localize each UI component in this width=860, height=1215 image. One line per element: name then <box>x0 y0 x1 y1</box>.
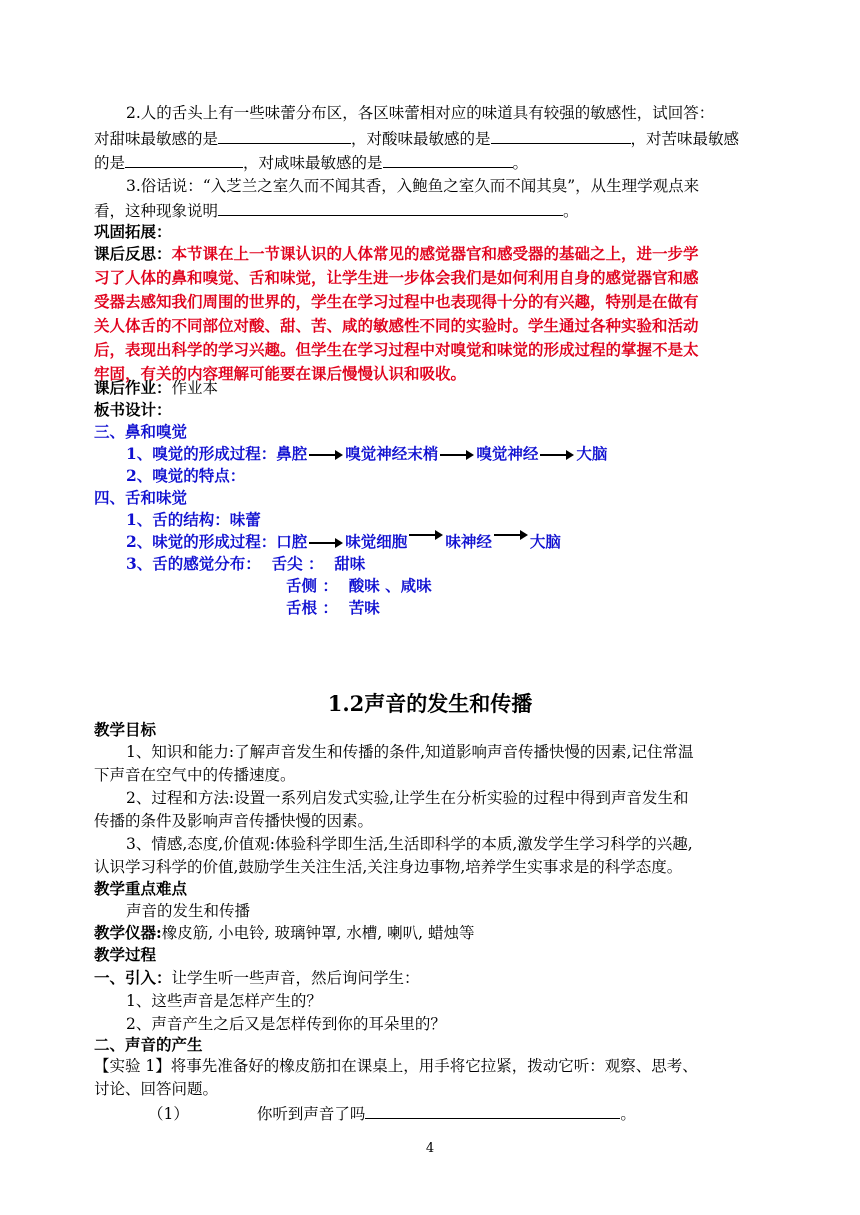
reflection-line-6: 牢固，有关的内容理解可能要在课后慢慢认识和吸收。 <box>94 364 467 383</box>
reflection-line-5: 后，表现出科学的学习兴趣。但学生在学习过程中对嗅觉和味觉的形成过程的掌握不是太 <box>94 340 699 359</box>
answer-blank-phenomenon[interactable] <box>218 199 563 216</box>
board-smell-feature: 2、嗅觉的特点： <box>126 466 246 485</box>
goal-2-line-2: 传播的条件及影响声音传播快慢的因素。 <box>94 812 374 830</box>
key-points-text: 声音的发生和传播 <box>126 902 251 920</box>
arrow-right-icon <box>409 529 443 541</box>
goal-3-line-2: 认识学习科学的价值,鼓励学生关注生活,关注身边事物,培养学生实事求是的科学态度。 <box>94 858 683 876</box>
board-design-heading: 板书设计： <box>94 400 172 419</box>
board-smell-process: 1、嗅觉的形成过程：鼻腔 嗅觉神经末梢 嗅觉神经 大脑 <box>126 444 608 463</box>
arrow-right-icon <box>540 449 574 461</box>
answer-blank-salty[interactable] <box>383 151 513 168</box>
goal-3-line-1: 3、情感,态度,价值观:体验科学即生活,生活即科学的本质,激发学生学习科学的兴趣, <box>126 835 693 853</box>
reflection-line-3: 受器去感知我们周围的世界的，学生在学习过程中也表现得十分的有兴趣，特别是在做有 <box>94 292 699 311</box>
arrow-right-icon <box>309 537 343 549</box>
experiment-item-1: （1） 你听到声音了吗 。 <box>148 1102 636 1125</box>
reflection-line-4: 关人体舌的不同部位对酸、甜、苦、咸的敏感性不同的实验时。学生通过各种实验和活动 <box>94 316 699 335</box>
intro-question-1: 1、这些声音是怎样产生的？ <box>126 992 322 1010</box>
equipment-line: 教学仪器:橡皮筋, 小电铃, 玻璃钟罩, 水槽, 喇叭, 蜡烛等 <box>94 923 475 942</box>
goal-1-line-1: 1、知识和能力:了解声音发生和传播的条件,知道影响声音传播快慢的因素,记住常温 <box>126 743 694 761</box>
answer-blank-sour[interactable] <box>491 127 631 144</box>
intro-line: 一、引入：让学生听一些声音，然后询问学生： <box>94 968 420 987</box>
board-taste-process: 2、味觉的形成过程：口腔 味觉细胞 味神经 大脑 <box>126 531 561 553</box>
process-heading: 教学过程 <box>94 945 157 964</box>
answer-blank-bitter[interactable] <box>125 151 243 168</box>
goal-1-line-2: 下声音在空气中的传播速度。 <box>94 766 296 784</box>
intro-question-2: 2、声音产生之后又是怎样传到你的耳朵里的？ <box>126 1015 446 1033</box>
board-section-3: 三、鼻和嗅觉 <box>94 422 188 441</box>
key-points-heading: 教学重点难点 <box>94 879 188 898</box>
lesson-title: 1.2声音的发生和传播 <box>327 691 533 716</box>
consolidate-heading: 巩固拓展： <box>94 222 172 241</box>
question-2-line-2: 对甜味最敏感的是 ，对酸味最敏感的是 ，对苦味最敏感 <box>94 127 739 150</box>
experiment-1-line-1: 【实验 1】将事先准备好的橡皮筋扣在课桌上，用手将它拉紧，拨动它听：观察、思考、 <box>94 1057 698 1075</box>
section-2-heading: 二、声音的产生 <box>94 1035 203 1054</box>
experiment-1-line-2: 讨论、回答问题。 <box>94 1080 219 1098</box>
board-taste-distribution-2: 舌侧 ： 酸味 、咸味 <box>286 576 432 595</box>
question-3-line-2: 看，这种现象说明 。 <box>94 199 579 222</box>
reflection-line-2: 习了人体的鼻和嗅觉、舌和味觉，让学生进一步体会我们是如何利用自身的感觉器官和感 <box>94 268 699 287</box>
page-number: 4 <box>425 1141 435 1156</box>
goals-heading: 教学目标 <box>94 720 157 739</box>
homework-line: 课后作业：作业本 <box>94 378 219 397</box>
arrow-right-icon <box>440 449 474 461</box>
reflection-line-1: 课后反思：本节课在上一节课认识的人体常见的感觉器官和感受器的基础之上，进一步学 <box>94 244 699 263</box>
question-2-line-3: 的是 ，对咸味最敏感的是 。 <box>94 151 528 174</box>
board-section-4: 四、舌和味觉 <box>94 488 188 507</box>
arrow-right-icon <box>494 529 528 541</box>
arrow-right-icon <box>309 449 343 461</box>
answer-blank-hear-sound[interactable] <box>365 1102 620 1119</box>
board-taste-distribution-3: 舌根 ： 苦味 <box>286 598 380 617</box>
question-2-line-1: 2.人的舌头上有一些味蕾分布区，各区味蕾相对应的味道具有较强的敏感性，试回答： <box>126 104 715 122</box>
goal-2-line-1: 2、过程和方法:设置一系列启发式实验,让学生在分析实验的过程中得到声音发生和 <box>126 789 689 807</box>
board-tongue-structure: 1、舌的结构：味蕾 <box>126 510 261 529</box>
question-3-line-1: 3.俗话说：“入芝兰之室久而不闻其香，入鲍鱼之室久而不闻其臭”，从生理学观点来 <box>126 177 700 195</box>
answer-blank-sweet[interactable] <box>218 127 351 144</box>
board-taste-distribution-1: 3、舌的感觉分布： 舌尖 ： 甜味 <box>126 554 366 573</box>
